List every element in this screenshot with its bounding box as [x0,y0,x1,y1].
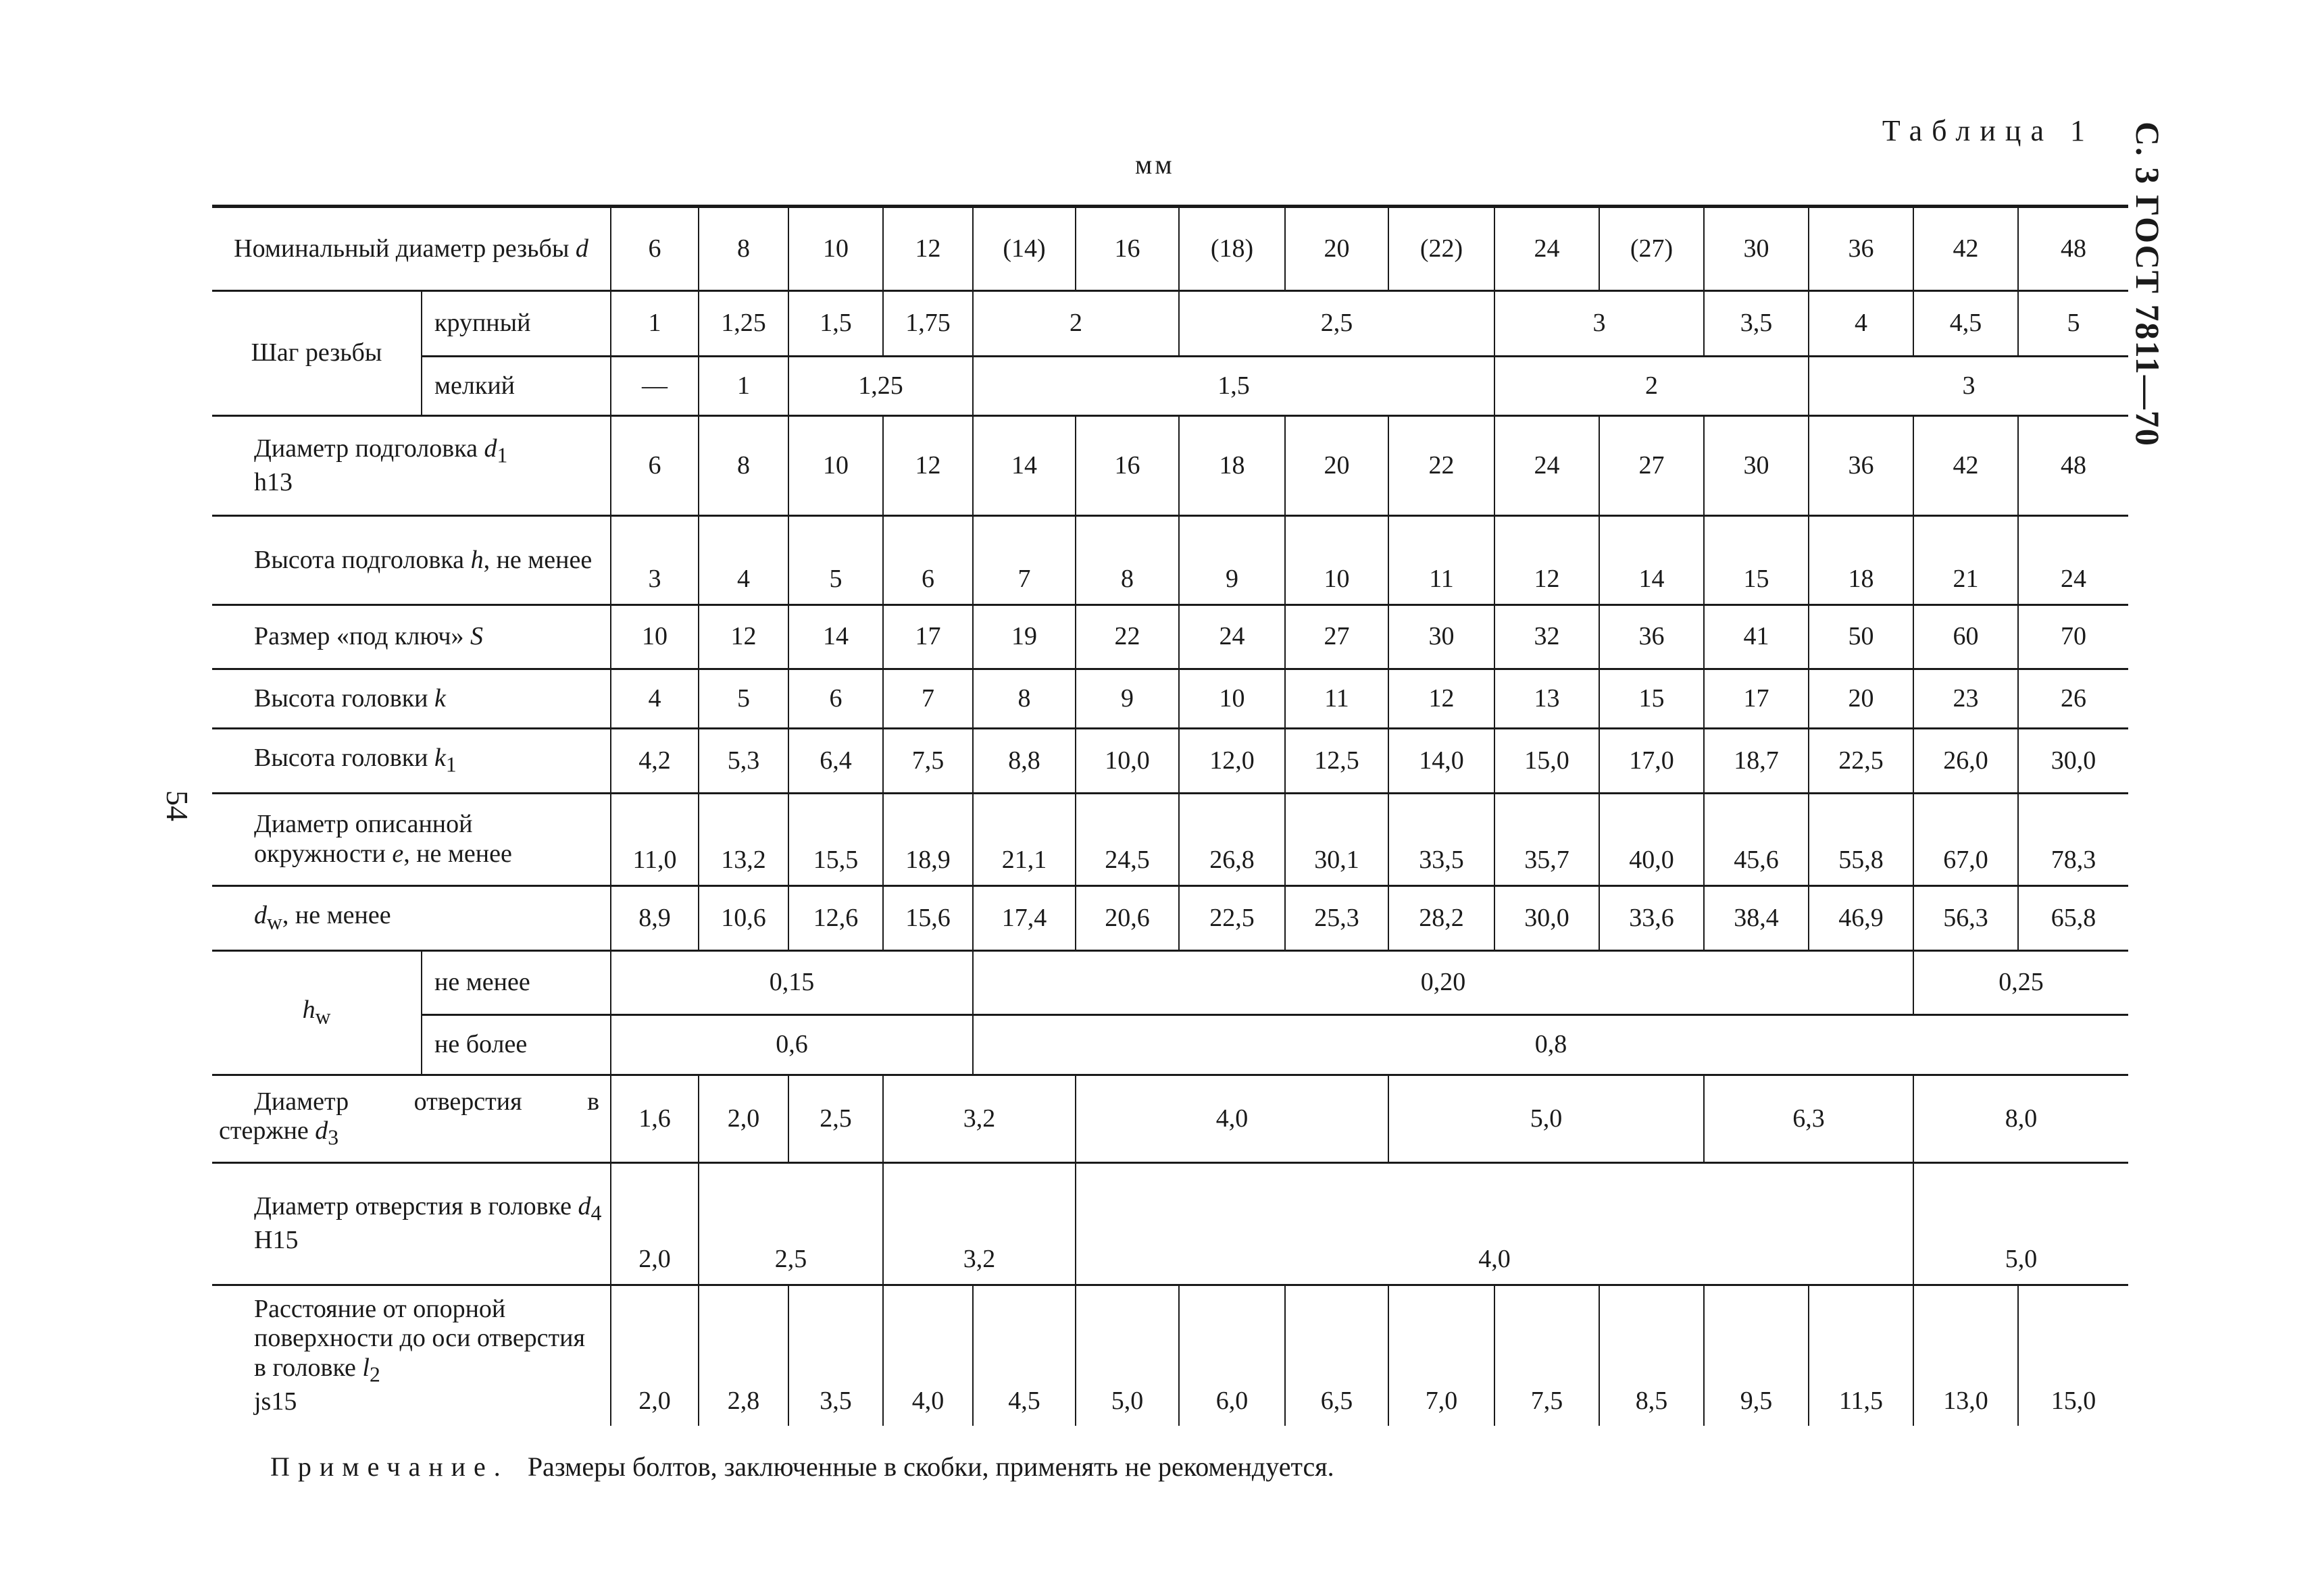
table-cell: 10,0 [1076,729,1179,794]
table-cell: 36 [1599,605,1704,669]
table-cell: 4,0 [1076,1163,1913,1285]
table-cell: 11,0 [611,794,699,886]
table-cell: 4 [611,669,699,729]
table-cell: 8 [699,416,788,516]
table-cell: 1,5 [973,357,1494,416]
table-cell: 5,3 [699,729,788,794]
table-cell: 0,6 [611,1015,973,1075]
label-pitch-coarse: крупный [422,291,611,357]
table-caption: Таблица 1 [1882,114,2094,147]
row-pitch-coarse [212,291,2128,357]
table-cell: 41 [1704,605,1809,669]
table-cell: 1,25 [788,357,973,416]
table-cell: 8 [699,207,788,291]
table-cell: 0,20 [973,951,1913,1015]
table-cell: 12,5 [1285,729,1388,794]
table-cell: 12 [883,207,973,291]
table-cell: 3,5 [788,1285,883,1426]
row-dw [212,886,2128,951]
table-cell: 8,5 [1599,1285,1704,1426]
table-cell: 3 [1494,291,1704,357]
table-cell: 46,9 [1809,886,1913,951]
table-cell: 5 [699,669,788,729]
table-cell: 16 [1076,416,1179,516]
bolt-dimensions-table [212,205,2128,1426]
table-cell: 6 [788,669,883,729]
table-cell: 22 [1388,416,1494,516]
table-cell: 15,0 [2018,1285,2128,1426]
table-cell: 4 [699,516,788,605]
table-cell: 6,5 [1285,1285,1388,1426]
table-cell: 20 [1285,207,1388,291]
table-cell: 8,8 [973,729,1076,794]
table-cell: 10 [611,605,699,669]
table-cell: 24,5 [1076,794,1179,886]
table-cell: 12 [1388,669,1494,729]
table-cell: 48 [2018,416,2128,516]
table-cell: 4,0 [883,1285,973,1426]
table-cell: 3,2 [883,1075,1076,1163]
table-cell: 8 [1076,516,1179,605]
table-cell: 8,0 [1913,1075,2128,1163]
table-cell: 48 [2018,207,2128,291]
label-pitch-fine: мелкий [422,357,611,416]
table-cell: 56,3 [1913,886,2018,951]
table-cell: 14,0 [1388,729,1494,794]
table-cell: 30,1 [1285,794,1388,886]
note-prefix: Примечание. [270,1451,509,1482]
table-cell: 12,0 [1179,729,1285,794]
label-e: Диаметр описанной окружности e, не менее [212,794,611,886]
label-s: Размер «под ключ» S [212,605,611,669]
table-cell: 12 [1494,516,1599,605]
table-cell: 3,5 [1704,291,1809,357]
table-cell: 27 [1599,416,1704,516]
label-hw-max: не более [422,1015,611,1075]
table-cell: 8,9 [611,886,699,951]
table-cell: 36 [1809,416,1913,516]
table-cell: 20 [1285,416,1388,516]
table-cell: 12,6 [788,886,883,951]
table-cell: 7 [883,669,973,729]
table-cell: 2,5 [699,1163,883,1285]
table-cell: 25,3 [1285,886,1388,951]
table-cell: 67,0 [1913,794,2018,886]
table-cell: 28,2 [1388,886,1494,951]
table-cell: 24 [2018,516,2128,605]
table-cell: 0,15 [611,951,973,1015]
table-cell: (14) [973,207,1076,291]
table-cell: 18 [1179,416,1285,516]
table-cell: 22,5 [1809,729,1913,794]
table-cell: 2,5 [1179,291,1494,357]
label-h: Высота подголовка h, не менее [212,516,611,605]
label-d3: Диаметр отверстия в стержне $d_3$ [212,1075,611,1163]
table-cell: 78,3 [2018,794,2128,886]
table-cell: — [611,357,699,416]
row-d4 [212,1163,2128,1285]
table-cell: 13 [1494,669,1599,729]
table-cell: 55,8 [1809,794,1913,886]
label-k1: Высота головки $k_1$ [212,729,611,794]
table-cell: 8 [973,669,1076,729]
table-cell: 16 [1076,207,1179,291]
table-cell: 4,5 [1913,291,2018,357]
table-cell: 10,6 [699,886,788,951]
side-header: С. 3 ГОСТ 7811—70 [2129,122,2167,447]
table-cell: 1,25 [699,291,788,357]
table-cell: 7,5 [1494,1285,1599,1426]
table-cell: 42 [1913,416,2018,516]
table-cell: 2,0 [611,1285,699,1426]
table-cell: 9 [1179,516,1285,605]
table-cell: 17 [1704,669,1809,729]
table-cell: 1 [699,357,788,416]
row-l2 [212,1285,2128,1426]
table-cell: 4,5 [973,1285,1076,1426]
table-cell: (27) [1599,207,1704,291]
table-cell: 1 [611,291,699,357]
table-cell: 27 [1285,605,1388,669]
table-cell: 22,5 [1179,886,1285,951]
label-pitch: Шаг резьбы [212,291,422,416]
table-cell: 1,5 [788,291,883,357]
table-cell: 18 [1809,516,1913,605]
table-cell: 3 [611,516,699,605]
table-cell: 6,4 [788,729,883,794]
row-hw-max [212,1015,2128,1075]
table-cell: 0,25 [1913,951,2128,1015]
row-k [212,669,2128,729]
table-cell: 5,0 [1913,1163,2128,1285]
table-cell: 60 [1913,605,2018,669]
label-d4: Диаметр отверстия в головке $d_4$ H15 [212,1163,611,1285]
label-l2: Расстояние от опорной поверхности до оси отверстия в головке $l_2$ js15 [212,1285,611,1426]
table-cell: 33,6 [1599,886,1704,951]
table-cell: (22) [1388,207,1494,291]
table-cell: 30,0 [2018,729,2128,794]
table-cell: 30 [1704,416,1809,516]
label-dw: $d_w$, не менее [212,886,611,951]
table-cell: 21,1 [973,794,1076,886]
table-cell: 10 [788,207,883,291]
table-cell: 6,3 [1704,1075,1913,1163]
table-cell: 20,6 [1076,886,1179,951]
row-nominal-diameter [212,207,2128,291]
table-cell: 7,5 [883,729,973,794]
table-cell: 14 [1599,516,1704,605]
table-cell: 17,4 [973,886,1076,951]
table-cell: 11,5 [1809,1285,1913,1426]
table-cell: 23 [1913,669,2018,729]
row-hw-min [212,951,2128,1015]
table-cell: 15,6 [883,886,973,951]
table-cell: 10 [1179,669,1285,729]
label-d1: Диаметр подголовка $d_1$ h13 [212,416,611,516]
table-cell: 4,0 [1076,1075,1388,1163]
table-cell: 18,7 [1704,729,1809,794]
label-hw-min: не менее [422,951,611,1015]
table-cell: 13,0 [1913,1285,2018,1426]
table-cell: 2 [1494,357,1809,416]
table-cell: 24 [1494,416,1599,516]
table-cell: 2 [973,291,1179,357]
table-cell: 6 [611,207,699,291]
table-cell: 12 [699,605,788,669]
table-cell: 36 [1809,207,1913,291]
table-cell: 4 [1809,291,1913,357]
table-cell: 15 [1599,669,1704,729]
table-cell: 17,0 [1599,729,1704,794]
table-cell: 42 [1913,207,2018,291]
row-e [212,794,2128,886]
table-cell: 6 [883,516,973,605]
table-cell: 18,9 [883,794,973,886]
table-cell: 11 [1285,669,1388,729]
page-number: 54 [160,790,195,821]
table-cell: 13,2 [699,794,788,886]
table-cell: 3 [1809,357,2128,416]
row-d1 [212,416,2128,516]
row-s [212,605,2128,669]
table-cell: 9 [1076,669,1179,729]
table-cell: 33,5 [1388,794,1494,886]
table-cell: 20 [1809,669,1913,729]
table-cell: 6,0 [1179,1285,1285,1426]
table-cell: 70 [2018,605,2128,669]
table-cell: 2,0 [611,1163,699,1285]
table-cell: 35,7 [1494,794,1599,886]
table-cell: 15,0 [1494,729,1599,794]
note-text: Размеры болтов, заключенные в скобки, применять не рекомендуется. [527,1451,1334,1482]
table-cell: 3,2 [883,1163,1076,1285]
table-cell: 50 [1809,605,1913,669]
table-cell: 26 [2018,669,2128,729]
table-cell: 5 [2018,291,2128,357]
table-cell: 10 [1285,516,1388,605]
label-hw: $h_w$ [212,951,422,1075]
table-cell: 38,4 [1704,886,1809,951]
row-k1 [212,729,2128,794]
table-cell: 4,2 [611,729,699,794]
table-cell: 1,75 [883,291,973,357]
table-cell: 30 [1388,605,1494,669]
table-cell: 2,5 [788,1075,883,1163]
table-cell: 7 [973,516,1076,605]
table-note [270,1451,1334,1483]
row-d3 [212,1075,2128,1163]
units-label: мм [1135,149,1175,180]
table-cell: 0,8 [973,1015,2128,1075]
table-cell: 11 [1388,516,1494,605]
table-cell: 26,8 [1179,794,1285,886]
table-cell: 7,0 [1388,1285,1494,1426]
table-cell: 21 [1913,516,2018,605]
table-cell: 6 [611,416,699,516]
table-cell: 24 [1494,207,1599,291]
table-cell: (18) [1179,207,1285,291]
table-cell: 17 [883,605,973,669]
table-cell: 19 [973,605,1076,669]
table-cell: 5,0 [1076,1285,1179,1426]
row-pitch-fine [212,357,2128,416]
table-cell: 30,0 [1494,886,1599,951]
table-cell: 45,6 [1704,794,1809,886]
table-cell: 1,6 [611,1075,699,1163]
label-k: Высота головки k [212,669,611,729]
table-cell: 5,0 [1388,1075,1704,1163]
table-cell: 40,0 [1599,794,1704,886]
table-cell: 26,0 [1913,729,2018,794]
table-cell: 12 [883,416,973,516]
table-cell: 2,0 [699,1075,788,1163]
table-cell: 9,5 [1704,1285,1809,1426]
table-cell: 14 [788,605,883,669]
table-cell: 30 [1704,207,1809,291]
table-cell: 15,5 [788,794,883,886]
table-cell: 2,8 [699,1285,788,1426]
table-cell: 14 [973,416,1076,516]
table-cell: 32 [1494,605,1599,669]
label-nominal-diameter: Номинальный диаметр резьбы d [212,207,611,291]
table-cell: 24 [1179,605,1285,669]
table-cell: 15 [1704,516,1809,605]
table-cell: 22 [1076,605,1179,669]
table-cell: 10 [788,416,883,516]
table-cell: 5 [788,516,883,605]
row-h [212,516,2128,605]
table-cell: 65,8 [2018,886,2128,951]
